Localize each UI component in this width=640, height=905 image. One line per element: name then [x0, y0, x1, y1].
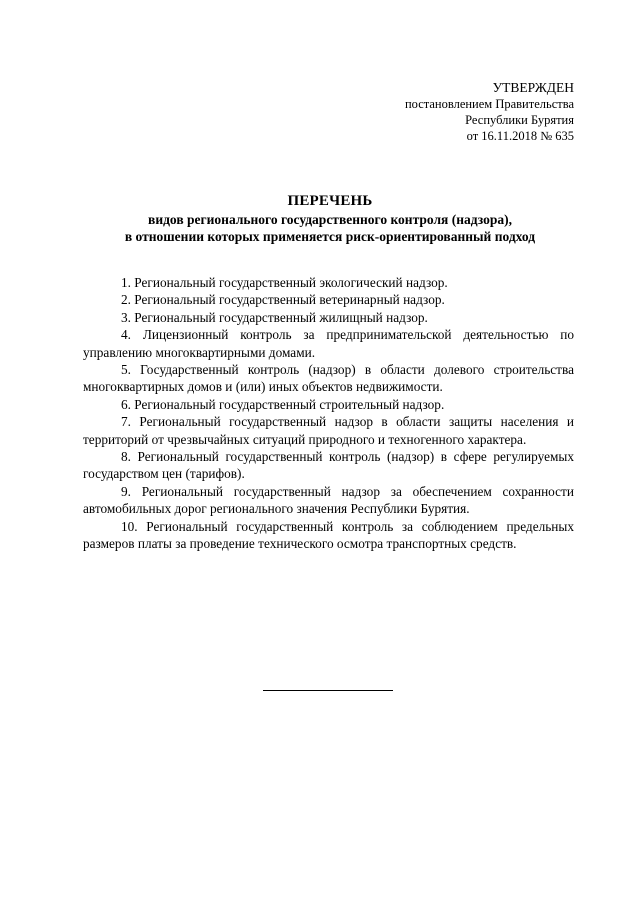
end-divider-line	[263, 690, 393, 691]
document-title	[80, 192, 580, 245]
list-item: 10. Региональный государственный контроль за соблюдением предельных размеров платы за проведение технического осмотра транспортных средств.	[83, 518, 574, 552]
list-item: 6. Региональный государственный строительный надзор.	[121, 396, 445, 412]
list-item: 1. Региональный государственный экологический надзор.	[121, 275, 448, 290]
list-item: 4. Лицензионный контроль за предпринимательской деятельностью по управлению многоквартирными домами.	[83, 327, 574, 360]
title-heading: ПЕРЕЧЕНЬ	[287, 193, 373, 209]
list-item: 9. Региональный государственный надзор за обеспечением сохранности автомобильных дорог регионального значения Республики Бурятия.	[83, 483, 574, 517]
approval-title: УТВЕРЖДЕН	[492, 80, 574, 95]
list-item: 8. Региональный государственный контроль (надзор) в сфере регулируемых государством цен (тарифов).	[83, 449, 574, 482]
list-item: 5. Государственный контроль (надзор) в области долевого строительства многоквартирных домов и (или) иных объектов недвижимости.	[83, 362, 574, 395]
list-item: 7. Региональный государственный надзор в области защиты населения и территорий от чрезвычайных ситуаций природного и техногенного характера.	[83, 414, 574, 447]
title-subtitle-line-1: видов регионального государственного контроля (надзора),	[148, 212, 512, 227]
approval-date-number: от 16.11.2018 № 635	[466, 129, 574, 143]
title-subtitle-line-2: в отношении которых применяется риск-ориентированный подход	[124, 229, 536, 244]
list-item: 3. Региональный государственный жилищный надзор.	[121, 309, 428, 325]
control-types-list	[83, 274, 574, 553]
approval-decree: постановлением Правительства	[404, 97, 574, 111]
list-item: 2. Региональный государственный ветеринарный надзор.	[121, 292, 445, 308]
approval-stamp	[405, 80, 574, 144]
approval-republic: Республики Бурятия	[465, 113, 574, 127]
